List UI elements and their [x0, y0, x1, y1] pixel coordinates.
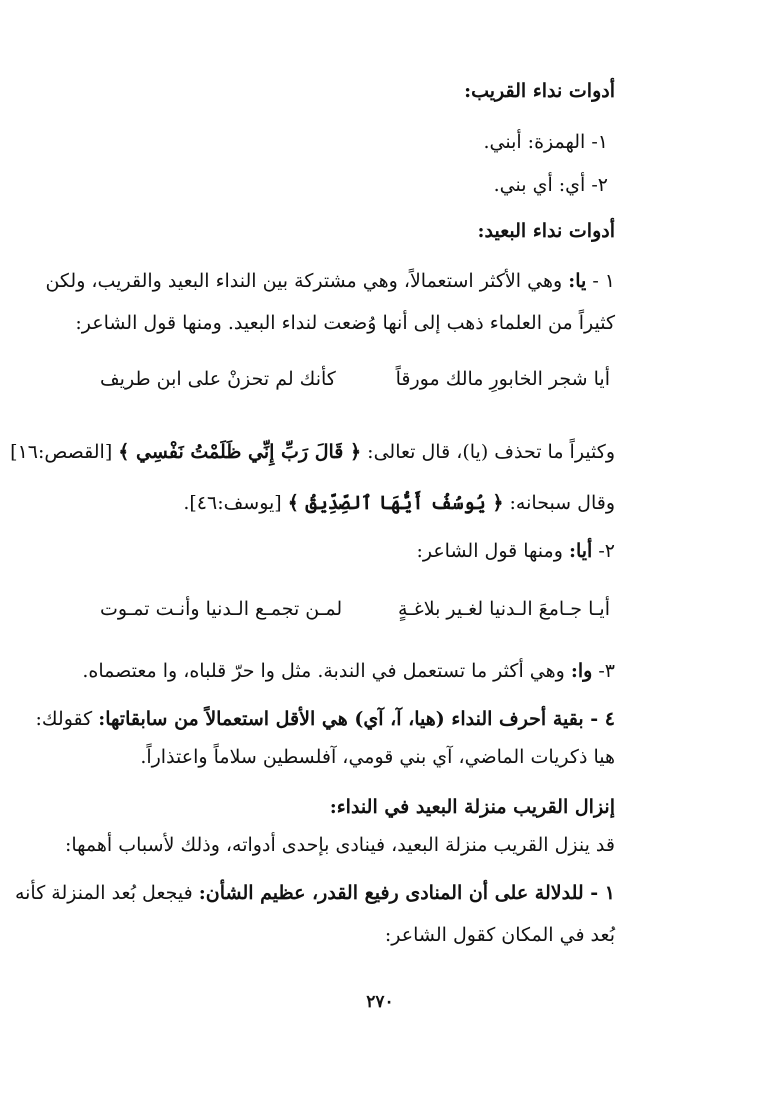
heading-tanzil: إنزال القريب منزلة البعيد في النداء:	[329, 796, 615, 818]
quran-1-reference: [القصص:١٦]	[10, 441, 119, 463]
far-item-2	[98, 536, 615, 568]
near-item-2: ٢- أي: أي بني.	[493, 174, 608, 196]
far-item-3-text: وهي أكثر ما تستعمل في الندبة. مثل وا حرّ قلباه، وا معتصماه.	[82, 660, 571, 682]
page-number: ٢٧٠	[366, 992, 394, 1012]
far-item-2-text: ومنها قول الشاعر:	[416, 540, 569, 562]
far-item-4-line-2: هيا ذكريات الماضي، آي بني قومي، آفلسطين سلاماً واعتذاراً.	[140, 746, 615, 768]
tanzil-item-1-line-1	[14, 878, 615, 910]
tanzil-intro: قد ينزل القريب منزلة البعيد، فينادى بإحدى أدواته، وذلك لأسباب أهمها:	[64, 834, 615, 856]
far-item-1-term: يا:	[568, 270, 587, 292]
quran-1-verse: ﴿ قَالَ رَبِّ إِنِّي ظَلَمْتُ نَفْسِي ﴾	[118, 441, 362, 463]
quran-2-reference: [يوسف:٤٦].	[183, 492, 288, 514]
far-item-1-line-2: كثيراً من العلماء ذهب إلى أنها وُضعت لنداء البعيد. ومنها قول الشاعر:	[75, 312, 615, 334]
far-item-3	[82, 656, 615, 688]
verse-1-first-hemistich: أيا شجر الخابورِ مالك مورقاً	[395, 368, 610, 390]
far-item-3-number: ٣-	[592, 660, 615, 682]
tanzil-item-1-line-2: بُعد في المكان كقول الشاعر:	[384, 924, 615, 946]
quran-citation-2	[98, 488, 615, 520]
verse-1-second-hemistich: كأنك لم تحزنْ على ابن طريف	[100, 368, 336, 390]
tanzil-item-1-bold-text: للدلالة على أن المنادى رفيع القدر، عظيم الشأن:	[198, 882, 584, 904]
far-item-1-line-1	[45, 266, 615, 298]
far-item-2-term: أيا:	[568, 540, 593, 562]
tanzil-item-1-text: فيجعل بُعد المنزلة كأنه	[14, 882, 199, 904]
far-item-4-bold-text: بقية أحرف النداء (هيا، آ، آي) هي الأقل استعمالاً من سابقاتها:	[98, 708, 584, 730]
far-item-1-text: وهي الأكثر استعمالاً، وهي مشتركة بين النداء البعيد والقريب، ولكن	[45, 270, 569, 292]
far-item-4-line-1	[35, 704, 615, 736]
verse-1	[100, 364, 610, 396]
far-item-1-number: ١ -	[586, 270, 615, 292]
verse-2	[100, 594, 610, 626]
far-item-4-text: كقولك:	[35, 708, 99, 730]
verse-2-first-hemistich: أيـا جـامعَ الـدنيا لغـير بلاغـةٍ	[398, 598, 610, 620]
far-item-4-number: ٤ -	[583, 708, 615, 730]
verse-2-second-hemistich: لمـن تجمـع الـدنيا وأنـت تمـوت	[100, 598, 343, 620]
quran-1-intro: وكثيراً ما تحذف (يا)، قال تعالى:	[361, 441, 615, 463]
near-item-1: ١- الهمزة: أبني.	[483, 131, 608, 153]
heading-far-tools: أدوات نداء البعيد:	[477, 220, 615, 242]
heading-near-tools: أدوات نداء القريب:	[464, 80, 615, 102]
quran-citation-1	[10, 437, 615, 469]
quran-2-verse: ﴿ يُوسُفُ أَيُّهَا ٱلصِّدِّيقُ ﴾	[287, 492, 504, 514]
tanzil-item-1-number: ١ -	[583, 882, 615, 904]
far-item-3-term: وا:	[570, 660, 593, 682]
quran-2-intro: وقال سبحانه:	[503, 492, 615, 514]
far-item-2-number: ٢-	[592, 540, 615, 562]
